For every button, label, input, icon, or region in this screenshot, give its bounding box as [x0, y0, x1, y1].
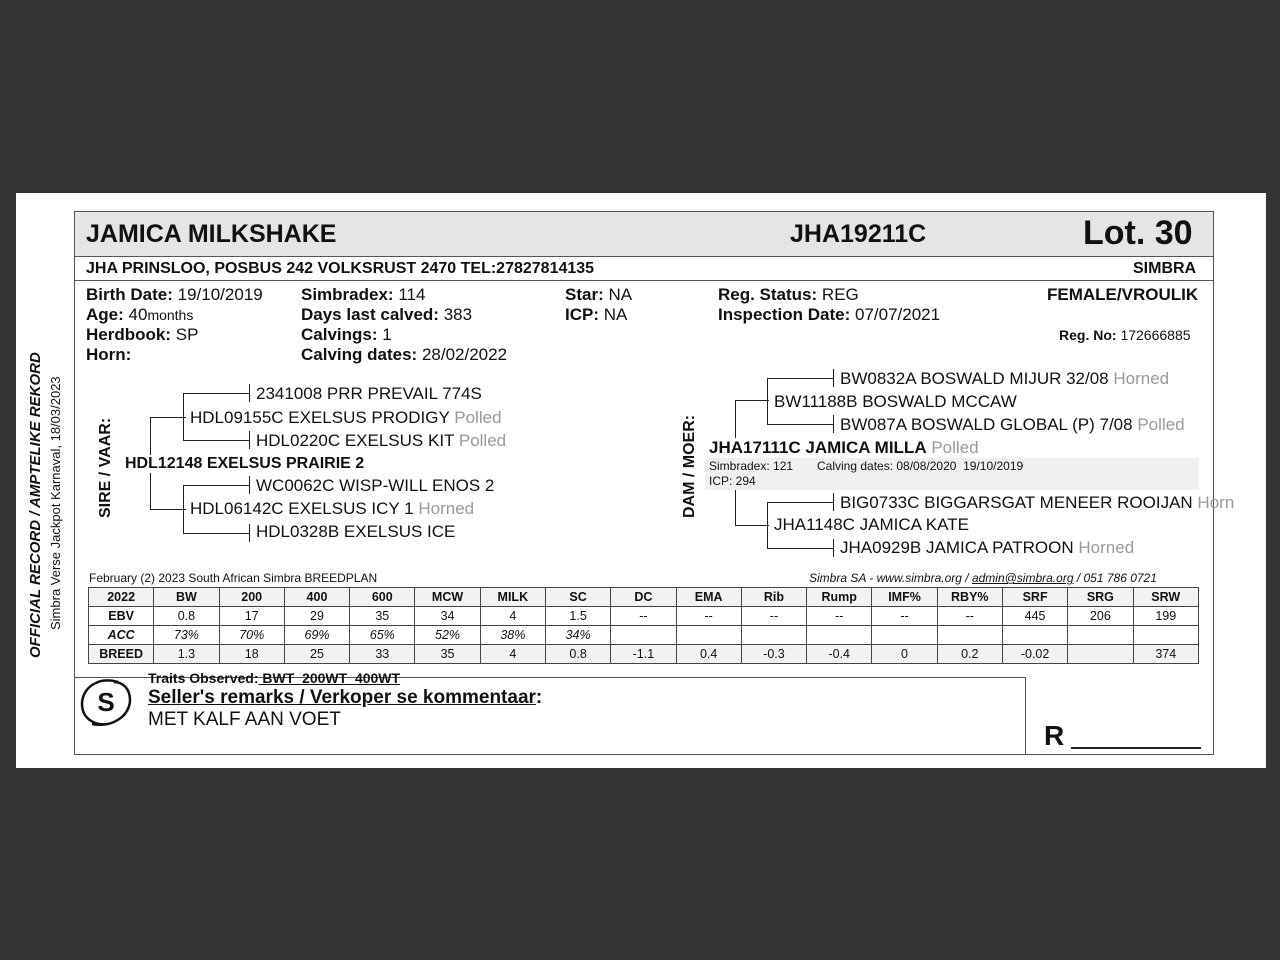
bracket-line: [183, 485, 249, 486]
remarks-label: Seller's remarks / Verkoper se kommentaar: [148, 687, 536, 708]
herdbook-value: SP: [175, 325, 199, 344]
table-header-cell: 600: [350, 588, 415, 607]
bracket-line: [150, 509, 186, 510]
sire-dam-name: HDL06142C EXELSUS ICY 1: [190, 499, 414, 518]
table-cell: [1068, 626, 1133, 645]
bracket-line: [767, 378, 833, 379]
dam-name-line: [709, 438, 979, 458]
table-cell: --: [676, 607, 741, 626]
table-cell: [807, 626, 872, 645]
sale-name-text: Simbra Verse Jackpot Karnaval, 18/03/2023: [48, 376, 63, 630]
calving-dates-value: 28/02/2022: [421, 345, 508, 364]
table-cell: BREED: [89, 645, 154, 664]
dam-horn: Polled: [931, 438, 979, 457]
reg-no-value: 172666885: [1120, 327, 1191, 343]
table-cell: 33: [350, 645, 415, 664]
table-header-cell: SRW: [1133, 588, 1199, 607]
bracket-line: [183, 393, 184, 440]
table-cell: --: [872, 607, 937, 626]
table-cell: 38%: [480, 626, 545, 645]
age: [86, 305, 193, 325]
table-header-cell: RBY%: [937, 588, 1002, 607]
sire-dam-dam: HDL0328B EXELSUS ICE: [256, 522, 456, 541]
dam-sire-dam: [840, 415, 1185, 435]
official-record-text: OFFICIAL RECORD / AMPTELIKE REKORD: [27, 352, 44, 658]
birth-date-value: 19/10/2019: [177, 285, 263, 304]
table-cell: 34%: [545, 626, 610, 645]
dam-simbradex: Simbradex: 121: [709, 459, 794, 473]
logo-letter: S: [97, 687, 115, 717]
reg-no-label: Reg. No:: [1059, 327, 1117, 343]
sire-sire-dam: [256, 431, 506, 451]
age-label: Age:: [86, 305, 124, 324]
herdbook: [86, 325, 198, 345]
bracket-line: [183, 533, 249, 534]
bracket-line: [833, 539, 834, 557]
reg-status-label: Reg. Status:: [718, 285, 818, 304]
table-cell: [676, 626, 741, 645]
breeder-address: JHA PRINSLOO, POSBUS 242 VOLKSRUST 2470 TEL:27827814135: [86, 260, 595, 277]
table-header-cell: Rib: [741, 588, 806, 607]
table-cell: 0.2: [937, 645, 1002, 664]
animal-id: JHA19211C: [790, 220, 927, 248]
dam-sire-sire-horn: Horned: [1113, 369, 1170, 388]
table-cell: --: [807, 607, 872, 626]
simbradex-value: 114: [398, 285, 426, 304]
dam-dam-sire-horn: Horn: [1197, 493, 1235, 512]
table-cell: 206: [1068, 607, 1133, 626]
breed-name: SIMBRA: [1133, 260, 1197, 277]
reg-status-value: REG: [821, 285, 859, 304]
table-cell: 70%: [219, 626, 284, 645]
bracket-line: [735, 525, 769, 526]
bracket-line: [183, 393, 249, 394]
table-row-ebv: [89, 607, 1199, 626]
sex: FEMALE/VROULIK: [1047, 285, 1199, 304]
inspection-date: [718, 305, 940, 325]
table-header-row: [89, 588, 1199, 607]
breeder-divider: [75, 280, 1213, 281]
table-cell: [872, 626, 937, 645]
lot-number: Lot. 30: [1083, 214, 1193, 252]
dam-sire: BW11188B BOSWALD MCCAW: [774, 392, 1017, 411]
bracket-line: [150, 417, 186, 418]
table-cell: [937, 626, 1002, 645]
bracket-line: [735, 400, 736, 438]
breedplan-caption: February (2) 2023 South African Simbra BREEDPLAN: [89, 571, 378, 585]
star-value: NA: [608, 285, 633, 304]
bracket-line: [767, 502, 768, 548]
inspection-label: Inspection Date:: [718, 305, 851, 324]
dam-dam-sire: [840, 493, 1234, 513]
reg-no: [1059, 327, 1191, 343]
animal-name: JAMICA MILKSHAKE: [86, 220, 337, 248]
inspection-value: 07/07/2021: [854, 305, 941, 324]
dam-sire-sire-name: BW0832A BOSWALD MIJUR 32/08: [840, 369, 1109, 388]
remarks-heading: [148, 687, 542, 709]
bracket-line: [833, 493, 834, 511]
dam-name: JHA17111C JAMICA MILLA: [709, 438, 927, 457]
icp-value: NA: [603, 305, 628, 324]
herdbook-label: Herdbook:: [86, 325, 171, 344]
days-calved-label: Days last calved:: [301, 305, 439, 324]
calvings-label: Calvings:: [301, 325, 378, 344]
dam-calving-dates: Calving dates: 08/08/2020 19/10/2019: [817, 459, 1024, 473]
calvings-value: 1: [382, 325, 392, 344]
table-cell: 4: [480, 645, 545, 664]
table-cell: 1.3: [154, 645, 219, 664]
table-cell: -0.02: [1002, 645, 1067, 664]
bracket-line: [183, 485, 184, 533]
simbradex: [301, 285, 425, 305]
table-cell: --: [611, 607, 676, 626]
table-cell: 4: [480, 607, 545, 626]
star-label: Star:: [565, 285, 604, 304]
dam-label: DAM / MOER:: [681, 414, 698, 518]
bracket-line: [249, 476, 250, 494]
breedplan-table: [88, 587, 1199, 664]
table-cell: [1068, 645, 1133, 664]
birth-date: [86, 285, 263, 305]
dam-dam: JHA1148C JAMICA KATE: [774, 515, 969, 534]
bracket-line: [249, 384, 250, 402]
sire-sire-sire: 2341008 PRR PREVAIL 774S: [256, 384, 482, 403]
age-unit: months: [147, 307, 194, 323]
calving-dates-label: Calving dates:: [301, 345, 418, 364]
simbra-contact: [809, 571, 1157, 585]
table-header-cell: SRF: [1002, 588, 1067, 607]
table-cell: 445: [1002, 607, 1067, 626]
traits-label: Traits Observed:: [148, 670, 259, 686]
dam-sire-sire: [840, 369, 1169, 389]
days-calved-value: 383: [443, 305, 473, 324]
calvings: [301, 325, 392, 345]
table-cell: 35: [350, 607, 415, 626]
traits-observed: [148, 670, 400, 686]
table-cell: 34: [415, 607, 480, 626]
table-cell: 0.8: [154, 607, 219, 626]
dam-dam-dam: [840, 538, 1134, 558]
bracket-line: [767, 378, 768, 424]
table-cell: 73%: [154, 626, 219, 645]
remarks-colon: :: [535, 687, 543, 708]
table-cell: 374: [1133, 645, 1199, 664]
dam-sire-dam-horn: Polled: [1137, 415, 1185, 434]
table-header-cell: EMA: [676, 588, 741, 607]
table-cell: --: [937, 607, 1002, 626]
table-header-cell: IMF%: [872, 588, 937, 607]
price-label: R: [1044, 720, 1065, 751]
table-header-cell: 200: [219, 588, 284, 607]
table-cell: -0.3: [741, 645, 806, 664]
reg-status: [718, 285, 859, 305]
dam-dam-dam-name: JHA0929B JAMICA PATROON: [840, 538, 1074, 557]
star: [565, 285, 632, 305]
table-cell: 17: [219, 607, 284, 626]
bracket-line: [767, 548, 833, 549]
table-header-cell: 400: [284, 588, 349, 607]
table-header-cell: Rump: [807, 588, 872, 607]
sire-sire-name: HDL09155C EXELSUS PRODIGY: [190, 408, 450, 427]
age-value: 40: [128, 305, 148, 324]
table-cell: 0.8: [545, 645, 610, 664]
sire-sire-horn: Polled: [454, 408, 502, 427]
calving-dates: [301, 345, 507, 365]
simbradex-label: Simbradex:: [301, 285, 394, 304]
icp: [565, 305, 627, 325]
sire-label: SIRE / VAAR:: [97, 417, 114, 518]
bracket-line: [833, 415, 834, 433]
table-header-cell: DC: [611, 588, 676, 607]
table-header-cell: MCW: [415, 588, 480, 607]
table-cell: 199: [1133, 607, 1199, 626]
table-cell: 0.4: [676, 645, 741, 664]
table-cell: 0: [872, 645, 937, 664]
table-header-cell: MILK: [480, 588, 545, 607]
table-cell: 65%: [350, 626, 415, 645]
sire-dam-horn: Horned: [418, 499, 475, 518]
sire-sire-dam-horn: Polled: [458, 431, 507, 450]
price-line[interactable]: [1071, 747, 1201, 749]
contact-email[interactable]: admin@simbra.org: [971, 571, 1074, 585]
table-cell: [1002, 626, 1067, 645]
dam-dam-sire-name: BIG0733C BIGGARSGAT MENEER ROOIJAN: [840, 493, 1193, 512]
dam-icp: ICP: 294: [709, 474, 756, 488]
table-cell: ACC: [89, 626, 154, 645]
bracket-line: [767, 502, 833, 503]
bracket-line: [249, 524, 250, 542]
sire-dam: [190, 499, 474, 519]
table-cell: --: [741, 607, 806, 626]
table-cell: 1.5: [545, 607, 610, 626]
table-row-acc: [89, 626, 1199, 645]
table-cell: 35: [415, 645, 480, 664]
contact-phone: / 051 786 0721: [1073, 571, 1157, 585]
price-box-border: [1025, 677, 1026, 754]
bracket-line: [735, 490, 736, 526]
bracket-line: [767, 424, 833, 425]
table-header-cell: SC: [545, 588, 610, 607]
table-cell: 69%: [284, 626, 349, 645]
table-cell: 18: [219, 645, 284, 664]
remarks-value: MET KALF AAN VOET: [148, 709, 341, 730]
table-cell: EBV: [89, 607, 154, 626]
dam-sire-dam-name: BW087A BOSWALD GLOBAL (P) 7/08: [840, 415, 1133, 434]
table-cell: -1.1: [611, 645, 676, 664]
traits-value: BWT 200WT 400WT: [258, 670, 401, 686]
bracket-line: [183, 440, 249, 441]
table-header-cell: BW: [154, 588, 219, 607]
table-row-breed: [89, 645, 1199, 664]
simbra-logo-icon: [78, 674, 134, 730]
sire-name: HDL12148 EXELSUS PRAIRIE 2: [125, 455, 365, 472]
icp-label: ICP:: [565, 305, 599, 324]
table-cell: -0.4: [807, 645, 872, 664]
table-header-cell: SRG: [1068, 588, 1133, 607]
bracket-line: [833, 369, 834, 387]
table-cell: [1133, 626, 1199, 645]
table-header-cell: 2022: [89, 588, 154, 607]
horn-label: Horn:: [86, 345, 132, 364]
contact-site: Simbra SA - www.simbra.org /: [809, 571, 972, 585]
sire-sire: [190, 408, 502, 428]
dam-dam-dam-horn: Horned: [1078, 538, 1135, 557]
sire-sire-dam-name: HDL0220C EXELSUS KIT: [256, 431, 455, 450]
table-cell: [611, 626, 676, 645]
table-cell: 29: [284, 607, 349, 626]
days-last-calved: [301, 305, 472, 325]
bracket-line: [249, 431, 250, 449]
birth-date-label: Birth Date:: [86, 285, 173, 304]
sire-dam-sire: WC0062C WISP-WILL ENOS 2: [256, 476, 495, 495]
table-cell: 25: [284, 645, 349, 664]
table-cell: 52%: [415, 626, 480, 645]
table-cell: [741, 626, 806, 645]
bracket-line: [735, 400, 769, 401]
